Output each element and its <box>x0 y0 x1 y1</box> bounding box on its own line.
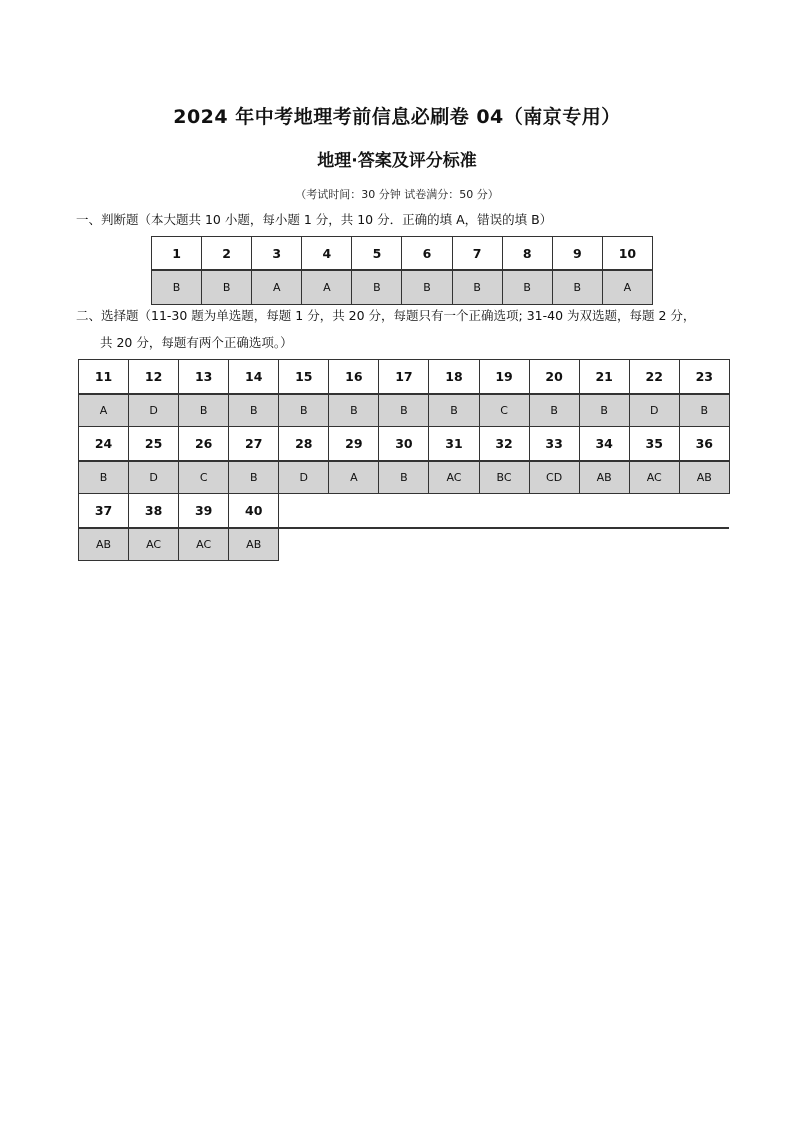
question-number-cell: 13 <box>179 360 229 395</box>
empty-cell <box>579 528 629 561</box>
answer-cell: AC <box>629 461 679 494</box>
question-number-cell: 22 <box>629 360 679 395</box>
question-number-cell: 8 <box>502 237 552 271</box>
question-number-cell: 30 <box>379 427 429 462</box>
answer-cell: B <box>279 394 329 427</box>
question-number-cell: 20 <box>529 360 579 395</box>
answer-cell: A <box>302 270 352 305</box>
choice-answer-table <box>78 359 730 561</box>
answer-cell: AC <box>429 461 479 494</box>
answer-cell: B <box>579 394 629 427</box>
empty-cell <box>629 528 679 561</box>
answer-cell: A <box>329 461 379 494</box>
answer-cell: D <box>129 461 179 494</box>
question-number-row <box>152 237 653 271</box>
answer-cell: AB <box>579 461 629 494</box>
question-number-cell: 16 <box>329 360 379 395</box>
answer-cell: B <box>352 270 402 305</box>
question-number-cell: 6 <box>402 237 452 271</box>
answer-cell: B <box>452 270 502 305</box>
question-number-cell: 14 <box>229 360 279 395</box>
question-number-cell: 29 <box>329 427 379 462</box>
answer-cell: C <box>179 461 229 494</box>
empty-cell <box>429 528 479 561</box>
question-number-cell: 28 <box>279 427 329 462</box>
empty-cell <box>279 528 329 561</box>
answer-cell: A <box>79 394 129 427</box>
document-title: 2024 年中考地理考前信息必刷卷 04（南京专用） <box>173 106 621 128</box>
question-number-cell: 15 <box>279 360 329 395</box>
answer-cell: D <box>279 461 329 494</box>
answer-cell: B <box>179 394 229 427</box>
question-number-cell: 7 <box>452 237 502 271</box>
question-number-row <box>79 360 730 395</box>
empty-cell <box>279 494 329 529</box>
question-number-cell: 26 <box>179 427 229 462</box>
empty-cell <box>329 494 379 529</box>
exam-info: （考试时间：30 分钟 试卷满分：50 分） <box>295 188 499 201</box>
answer-cell: B <box>552 270 602 305</box>
empty-cell <box>529 528 579 561</box>
empty-cell <box>379 528 429 561</box>
question-number-cell: 4 <box>302 237 352 271</box>
answer-cell: B <box>529 394 579 427</box>
answer-cell: A <box>252 270 302 305</box>
answer-cell: B <box>152 270 202 305</box>
answer-cell: C <box>479 394 529 427</box>
answer-cell: B <box>402 270 452 305</box>
answer-cell: AB <box>229 528 279 561</box>
empty-cell <box>479 494 529 529</box>
answer-cell: B <box>229 394 279 427</box>
answer-row <box>79 461 730 494</box>
question-number-cell: 10 <box>602 237 652 271</box>
answer-cell: B <box>502 270 552 305</box>
section2-heading-line2: 共 20 分，每题有两个正确选项。） <box>100 335 293 350</box>
question-number-cell: 34 <box>579 427 629 462</box>
answer-cell: B <box>379 394 429 427</box>
empty-cell <box>529 494 579 529</box>
section2-heading-line1: 二、选择题（11-30 题为单选题，每题 1 分，共 20 分，每题只有一个正确选项; 31-40 为双选题，每题 2 分， <box>76 308 696 323</box>
question-number-cell: 40 <box>229 494 279 529</box>
question-number-row <box>79 427 730 462</box>
question-number-cell: 35 <box>629 427 679 462</box>
answer-cell: BC <box>479 461 529 494</box>
answer-cell: D <box>629 394 679 427</box>
question-number-cell: 27 <box>229 427 279 462</box>
question-number-cell: 38 <box>129 494 179 529</box>
answer-cell: B <box>329 394 379 427</box>
question-number-cell: 17 <box>379 360 429 395</box>
empty-cell <box>429 494 479 529</box>
empty-cell <box>379 494 429 529</box>
empty-cell <box>329 528 379 561</box>
question-number-cell: 36 <box>679 427 729 462</box>
answer-cell: AB <box>679 461 729 494</box>
document-subtitle: 地理·答案及评分标准 <box>317 151 477 171</box>
answer-cell: CD <box>529 461 579 494</box>
answer-row <box>79 394 730 427</box>
empty-cell <box>679 494 729 529</box>
question-number-cell: 18 <box>429 360 479 395</box>
question-number-cell: 1 <box>152 237 202 271</box>
answer-cell: A <box>602 270 652 305</box>
question-number-cell: 39 <box>179 494 229 529</box>
empty-cell <box>629 494 679 529</box>
question-number-cell: 5 <box>352 237 402 271</box>
question-number-cell: 25 <box>129 427 179 462</box>
question-number-row <box>79 494 730 529</box>
question-number-cell: 24 <box>79 427 129 462</box>
answer-cell: AC <box>129 528 179 561</box>
question-number-cell: 11 <box>79 360 129 395</box>
question-number-cell: 3 <box>252 237 302 271</box>
answer-cell: B <box>79 461 129 494</box>
answer-cell: B <box>379 461 429 494</box>
question-number-cell: 21 <box>579 360 629 395</box>
question-number-cell: 2 <box>202 237 252 271</box>
question-number-cell: 33 <box>529 427 579 462</box>
question-number-cell: 37 <box>79 494 129 529</box>
answer-row <box>152 270 653 305</box>
question-number-cell: 31 <box>429 427 479 462</box>
section1-heading: 一、判断题（本大题共 10 小题，每小题 1 分，共 10 分．正确的填 A，错误的填 B） <box>76 212 553 227</box>
answer-cell: B <box>429 394 479 427</box>
question-number-cell: 12 <box>129 360 179 395</box>
empty-cell <box>579 494 629 529</box>
answer-cell: D <box>129 394 179 427</box>
question-number-cell: 32 <box>479 427 529 462</box>
answer-cell: B <box>202 270 252 305</box>
answer-row <box>79 528 730 561</box>
question-number-cell: 19 <box>479 360 529 395</box>
question-number-cell: 23 <box>679 360 729 395</box>
answer-cell: AC <box>179 528 229 561</box>
question-number-cell: 9 <box>552 237 602 271</box>
answer-cell: AB <box>79 528 129 561</box>
answer-cell: B <box>229 461 279 494</box>
empty-cell <box>679 528 729 561</box>
answer-cell: B <box>679 394 729 427</box>
judgment-answer-table <box>151 236 653 305</box>
empty-cell <box>479 528 529 561</box>
